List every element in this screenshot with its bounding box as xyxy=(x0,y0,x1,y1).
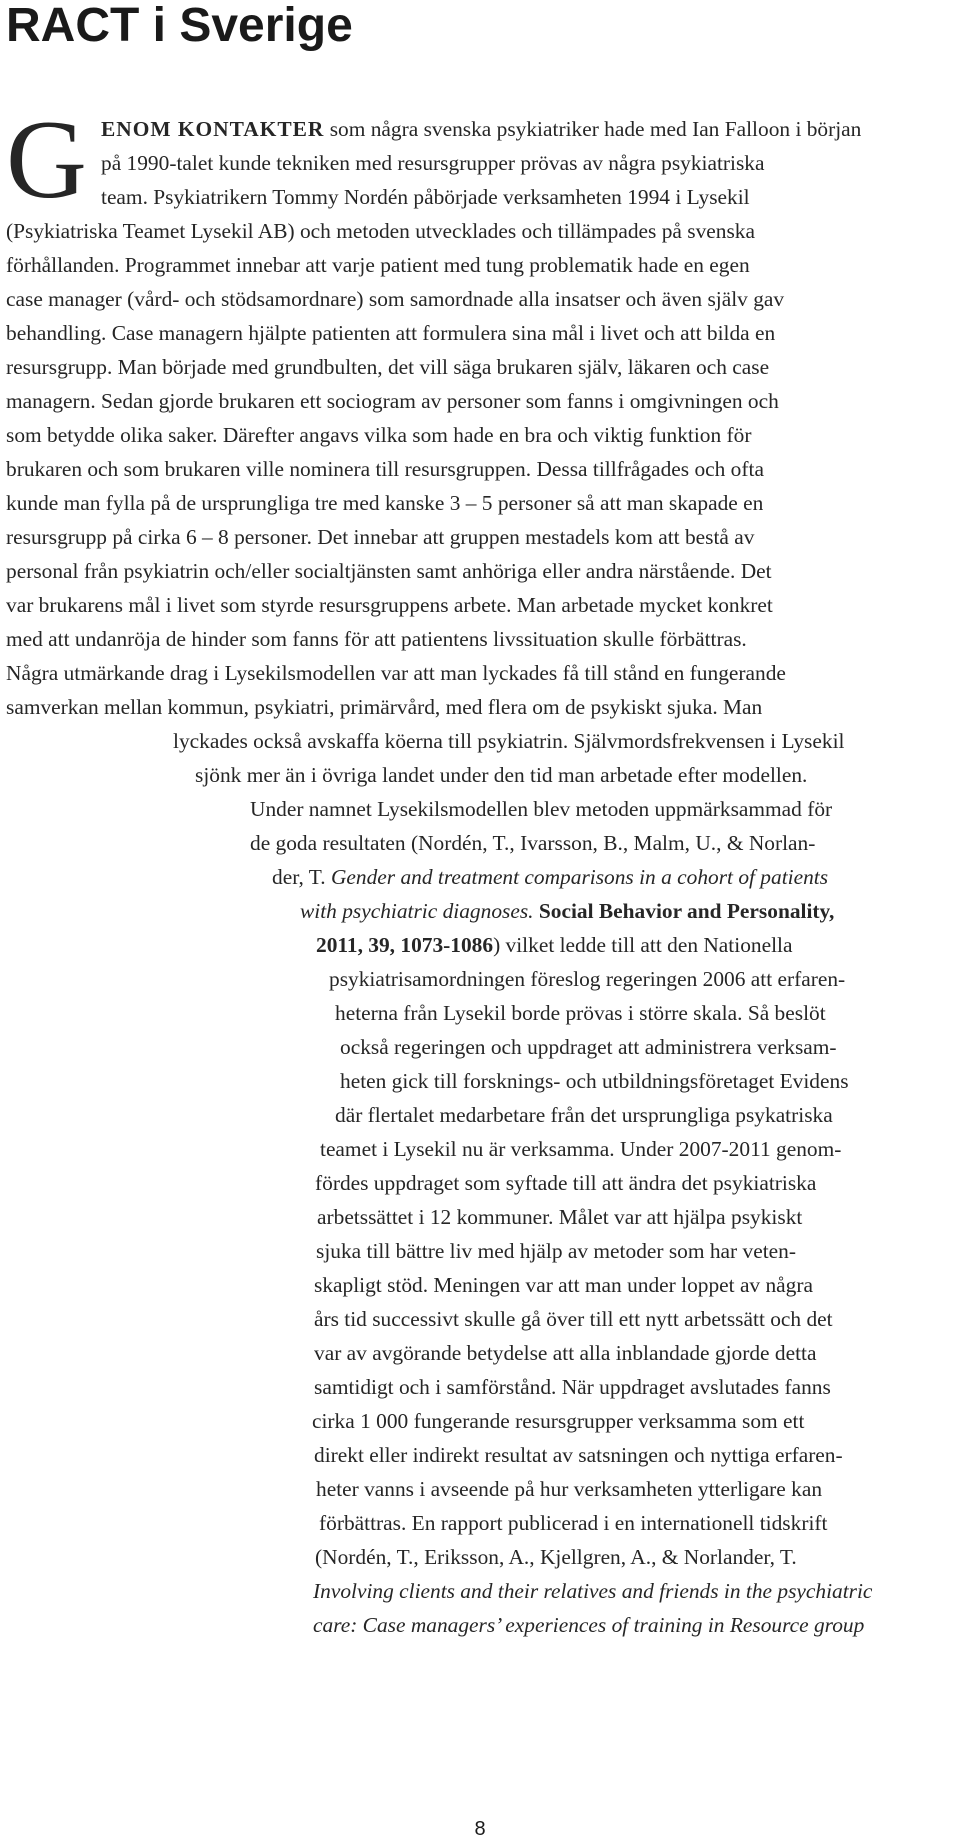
text-line: förhållanden. Programmet innebar att varje patient med tung problematik hade en egen xyxy=(6,253,750,277)
text-line: fördes uppdraget som syftade till att ändra det psykiatriska xyxy=(315,1171,817,1195)
text-line: som betydde olika saker. Därefter angavs vilka som hade en bra och viktig funktion för xyxy=(6,423,752,447)
text-line: behandling. Case managern hjälpte patienten att formulera sina mål i livet och att bilda en xyxy=(6,321,776,345)
text-line: (Psykiatriska Teamet Lysekil AB) och metoden utvecklades och tillämpades på svenska xyxy=(6,219,755,243)
text-line: arbetssättet i 12 kommuner. Målet var att hjälpa psykiskt xyxy=(317,1205,803,1229)
text-line: personal från psykiatrin och/eller socialtjänsten samt anhöriga eller andra närstående. Det xyxy=(6,559,772,583)
text-line: var brukarens mål i livet som styrde resursgruppens arbete. Man arbetade mycket konkret xyxy=(6,593,773,617)
text-line: med att undanröja de hinder som fanns för att patientens livssituation skulle förbättras. xyxy=(6,627,747,651)
text-line: 2011, 39, 1073-1086) vilket ledde till att den Nationella xyxy=(316,933,793,957)
text-line: care: Case managers’ experiences of training in Resource group xyxy=(313,1613,865,1637)
drop-cap: G xyxy=(6,98,87,222)
text-line: team. Psykiatrikern Tommy Nordén påbörjade verksamheten 1994 i Lysekil xyxy=(101,185,750,209)
text-line: heten gick till forsknings- och utbildningsföretaget Evidens xyxy=(340,1069,849,1093)
text-line: förbättras. En rapport publicerad i en internationell tidskrift xyxy=(319,1511,828,1535)
text-line: de goda resultaten (Nordén, T., Ivarsson, B., Malm, U., & Norlan- xyxy=(250,831,816,855)
text-line: psykiatrisamordningen föreslog regeringen 2006 att erfaren- xyxy=(329,967,846,991)
text-line: sjuka till bättre liv med hjälp av metoder som har veten- xyxy=(316,1239,796,1263)
text-line: också regeringen och uppdraget att administrera verksam- xyxy=(340,1035,837,1059)
text-line: teamet i Lysekil nu är verksamma. Under 2007-2011 genom- xyxy=(320,1137,842,1161)
text-line: kunde man fylla på de ursprungliga tre med kanske 3 – 5 personer så att man skapade en xyxy=(6,491,764,515)
text-line: på 1990-talet kunde tekniken med resursgrupper prövas av några psykiatriska xyxy=(101,151,765,175)
text-line: var av avgörande betydelse att alla inblandade gjorde detta xyxy=(314,1341,817,1365)
text-line: där flertalet medarbetare från det ursprungliga psykatriska xyxy=(335,1103,833,1127)
text-line: heterna från Lysekil borde prövas i större skala. Så beslöt xyxy=(335,1001,826,1025)
text-line: års tid successivt skulle gå över till ett nytt arbetssätt och det xyxy=(314,1307,833,1331)
text-line: skapligt stöd. Meningen var att man under loppet av några xyxy=(314,1273,813,1297)
text-line: ENOM KONTAKTER som några svenska psykiatriker hade med Ian Falloon i början xyxy=(101,117,862,141)
text-line: der, T. Gender and treatment comparisons in a cohort of patients xyxy=(272,865,829,889)
text-line: (Nordén, T., Eriksson, A., Kjellgren, A., & Norlander, T. xyxy=(315,1545,797,1569)
text-line: managern. Sedan gjorde brukaren ett sociogram av personer som fanns i omgivningen och xyxy=(6,389,779,413)
text-line: case manager (vård- och stödsamordnare) som samordnade alla insatser och även själv gav xyxy=(6,287,785,311)
text-line: brukaren och som brukaren ville nominera till resursgruppen. Dessa tillfrågades och ofta xyxy=(6,457,764,481)
text-line: resursgrupp på cirka 6 – 8 personer. Det innebar att gruppen mestadels kom att bestå av xyxy=(6,525,755,549)
text-line: lyckades också avskaffa köerna till psykiatrin. Självmordsfrekvensen i Lysekil xyxy=(173,729,845,753)
text-line: Några utmärkande drag i Lysekilsmodellen var att man lyckades få till stånd en fungerande xyxy=(6,661,786,685)
text-line: direkt eller indirekt resultat av satsningen och nyttiga erfaren- xyxy=(314,1443,843,1467)
page-number: 8 xyxy=(474,1818,486,1840)
text-line: with psychiatric diagnoses. Social Behavior and Personality, xyxy=(300,899,835,923)
text-line: samverkan mellan kommun, psykiatri, primärvård, med flera om de psykiskt sjuka. Man xyxy=(6,695,763,719)
text-line: resursgrupp. Man började med grundbulten, det vill säga brukaren själv, läkaren och case xyxy=(6,355,770,379)
page-title: RACT i Sverige xyxy=(6,0,353,52)
text-line: sjönk mer än i övriga landet under den tid man arbetade efter modellen. xyxy=(195,763,808,787)
text-line: heter vanns i avseende på hur verksamheten ytterligare kan xyxy=(316,1477,823,1501)
text-line: cirka 1 000 fungerande resursgrupper verksamma som ett xyxy=(312,1409,805,1433)
text-line: Involving clients and their relatives and friends in the psychiatric xyxy=(313,1579,873,1603)
text-line: samtidigt och i samförstånd. När uppdraget avslutades fanns xyxy=(314,1375,831,1399)
text-line: Under namnet Lysekilsmodellen blev metoden uppmärksammad för xyxy=(250,797,833,821)
